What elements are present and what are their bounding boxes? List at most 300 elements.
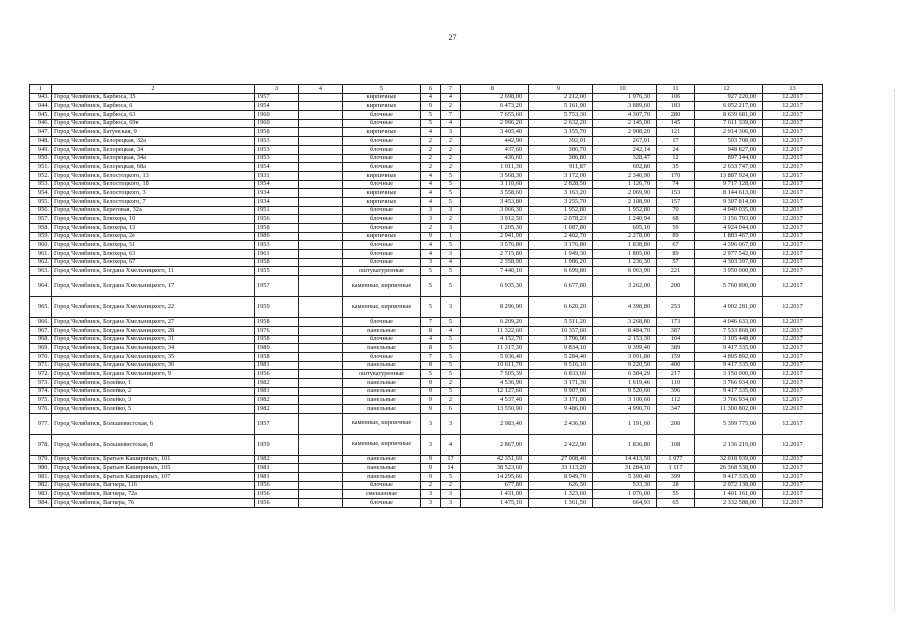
table-cell: 2 436,90 <box>529 413 593 434</box>
table-cell: Город Челябинск, Богдана Хмельницкого, 9 <box>52 370 255 379</box>
table-row <box>30 154 823 163</box>
table-cell: 2 212,00 <box>529 93 593 102</box>
table-row <box>30 180 823 189</box>
table-row <box>30 258 823 267</box>
table-cell: 5 <box>441 335 461 344</box>
table-cell: 2 402,70 <box>529 232 593 241</box>
table-cell: 1 126,70 <box>593 180 657 189</box>
table-cell: 1 011,30 <box>461 163 529 172</box>
table-cell: Город Челябинск, Братьев Кашириных, 101 <box>52 455 255 464</box>
table-cell <box>299 434 343 455</box>
table-cell: 8 <box>421 361 441 370</box>
table-cell: 4 <box>421 335 441 344</box>
table-cell: 1934 <box>255 197 299 206</box>
table-cell: 2 <box>441 378 461 387</box>
table-cell: Город Челябинск, Вагнера, 116 <box>52 481 255 490</box>
table-cell: 3 453,80 <box>461 197 529 206</box>
table-row <box>30 378 823 387</box>
table-cell: 4 990,70 <box>593 405 657 414</box>
table-row <box>30 189 823 198</box>
table-cell: 1953 <box>255 241 299 250</box>
table-cell: 5 <box>421 370 441 379</box>
table-cell: блочные <box>343 481 421 490</box>
table-cell: 145 <box>657 119 695 128</box>
table-cell: 74 <box>657 180 695 189</box>
table-cell: 2 <box>421 163 441 172</box>
table-cell: 392,01 <box>529 137 593 146</box>
table-cell: оштукатуренные <box>343 370 421 379</box>
table-cell: 387 <box>657 326 695 335</box>
table-row <box>30 352 823 361</box>
column-number-cell: 12 <box>695 85 763 94</box>
table-cell: каменные, кирпичные <box>343 276 421 297</box>
table-cell: 12.2017 <box>763 171 823 180</box>
table-cell: 1958 <box>255 224 299 233</box>
table-cell: 436,60 <box>461 154 529 163</box>
table-cell: 12.2017 <box>763 499 823 508</box>
table-cell: 267,01 <box>593 137 657 146</box>
table-cell <box>299 490 343 499</box>
table-cell <box>299 396 343 405</box>
table-cell: 4 <box>441 119 461 128</box>
table-cell: 2 <box>441 481 461 490</box>
table-cell: 1982 <box>255 396 299 405</box>
table-cell: 1 <box>441 232 461 241</box>
table-row <box>30 413 823 434</box>
table-row <box>30 297 823 318</box>
table-cell: 1958 <box>255 352 299 361</box>
table-cell: Город Челябинск, Богдана Хмельницкого, 35 <box>52 352 255 361</box>
table-row <box>30 499 823 508</box>
table-cell: 2 <box>441 137 461 146</box>
table-cell: Город Челябинск, Богдана Хмельницкого, 22 <box>52 297 255 318</box>
table-cell: 2 715,80 <box>461 250 529 259</box>
table-cell: 3 <box>441 250 461 259</box>
table-cell: 1 949,30 <box>529 250 593 259</box>
table-cell: блочные <box>343 224 421 233</box>
table-cell: 602,80 <box>593 163 657 172</box>
table-cell: блочные <box>343 250 421 259</box>
table-cell: 533,30 <box>593 481 657 490</box>
table-cell: Город Челябинск, Блюхера, 13 <box>52 224 255 233</box>
table-cell: Город Челябинск, Белостоцкого, 18 <box>52 180 255 189</box>
table-cell <box>299 481 343 490</box>
table-cell: каменные, кирпичные <box>343 434 421 455</box>
table-cell: 5 390,40 <box>593 473 657 482</box>
table-cell: 3 912,50 <box>461 215 529 224</box>
table-cell: 10 611,70 <box>461 361 529 370</box>
table-cell: панельные <box>343 464 421 473</box>
table-cell: 12.2017 <box>763 335 823 344</box>
table-cell: 3 <box>441 224 461 233</box>
table-cell: 3 <box>441 490 461 499</box>
table-cell: 8 639 681,00 <box>695 111 763 120</box>
table-cell: 9 417 335,00 <box>695 473 763 482</box>
table-cell: 108 <box>657 434 695 455</box>
table-cell: 26 368 538,00 <box>695 464 763 473</box>
table-cell: Город Челябинск, Богдана Хмельницкого, 17 <box>52 276 255 297</box>
table-cell: 12.2017 <box>763 490 823 499</box>
table-cell: 6 473,20 <box>461 102 529 111</box>
table-cell <box>299 455 343 464</box>
table-cell: 1959 <box>255 434 299 455</box>
table-cell: 55 <box>657 490 695 499</box>
table-cell: 6 935,30 <box>461 276 529 297</box>
table-cell: 2 145,00 <box>593 119 657 128</box>
table-cell: Город Челябинск, Белорецкая, 34 <box>52 145 255 154</box>
table-cell: 3 <box>421 215 441 224</box>
table-cell <box>299 206 343 215</box>
table-cell: 974. <box>30 387 52 396</box>
table-cell <box>299 413 343 434</box>
table-cell: 27 008,40 <box>529 455 593 464</box>
table-cell: 952. <box>30 171 52 180</box>
table-cell: 400 <box>657 361 695 370</box>
table-cell: 1958 <box>255 258 299 267</box>
table-cell: 12.2017 <box>763 163 823 172</box>
table-cell: панельные <box>343 405 421 414</box>
table-cell: 8 144 613,00 <box>695 189 763 198</box>
table-cell <box>299 215 343 224</box>
table-cell: 4 002 281,00 <box>695 297 763 318</box>
table-cell: 7 440,10 <box>461 267 529 276</box>
table-cell: 9 <box>421 396 441 405</box>
table-cell: 200 <box>657 276 695 297</box>
table-cell: 6 699,80 <box>529 267 593 276</box>
table-cell: 217 <box>657 370 695 379</box>
table-cell: 4 396 067,00 <box>695 241 763 250</box>
table-cell <box>299 297 343 318</box>
table-cell: 4 924 044,00 <box>695 224 763 233</box>
table-cell: 945. <box>30 111 52 120</box>
table-cell: 2 <box>421 154 441 163</box>
table-cell: 67 <box>657 241 695 250</box>
table-cell: 8 484,70 <box>593 326 657 335</box>
table-cell: 973. <box>30 378 52 387</box>
table-cell: 1956 <box>255 370 299 379</box>
table-cell: 5 <box>421 119 441 128</box>
table-cell <box>299 232 343 241</box>
table-cell: 964. <box>30 276 52 297</box>
table-cell: 4 046 633,00 <box>695 318 763 327</box>
table-cell: 2 698,00 <box>461 93 529 102</box>
table-cell: 2 <box>421 481 441 490</box>
table-cell: 1982 <box>255 378 299 387</box>
table-cell: кирпичные <box>343 93 421 102</box>
table-cell: панельные <box>343 473 421 482</box>
table-cell: 253 <box>657 297 695 318</box>
table-cell: 5 <box>421 267 441 276</box>
table-cell: 12.2017 <box>763 473 823 482</box>
table-cell: 1931 <box>255 171 299 180</box>
table-cell: 8 <box>421 326 441 335</box>
table-cell: 1958 <box>255 318 299 327</box>
table-cell: 1958 <box>255 335 299 344</box>
table-cell: Город Челябинск, Болейко, 2 <box>52 387 255 396</box>
table-row <box>30 111 823 120</box>
table-cell: 979. <box>30 455 52 464</box>
table-cell: 1 323,60 <box>529 490 593 499</box>
table-cell: 7 505,39 <box>461 370 529 379</box>
table-cell: 1986 <box>255 232 299 241</box>
table-cell: 965. <box>30 297 52 318</box>
table-cell: блочные <box>343 154 421 163</box>
table-cell: 2 972 138,00 <box>695 481 763 490</box>
table-cell <box>299 258 343 267</box>
table-cell: 946. <box>30 119 52 128</box>
table-cell: 2 <box>441 215 461 224</box>
table-cell: Город Челябинск, Белорецкая, 32а <box>52 137 255 146</box>
table-cell: 106 <box>657 93 695 102</box>
table-cell: блочные <box>343 163 421 172</box>
table-cell: Город Челябинск, Богдана Хмельницкого, 11 <box>52 267 255 276</box>
table-cell: 972. <box>30 370 52 379</box>
table-cell: 1954 <box>255 163 299 172</box>
table-cell: 121 <box>657 128 695 137</box>
table-cell: 5 <box>441 180 461 189</box>
table-cell: 12.2017 <box>763 197 823 206</box>
table-cell <box>299 119 343 128</box>
table-cell: 984. <box>30 499 52 508</box>
table-cell: 9 <box>421 102 441 111</box>
table-cell: 12.2017 <box>763 387 823 396</box>
table-cell: 6 052 217,00 <box>695 102 763 111</box>
table-cell: 2 108,90 <box>593 197 657 206</box>
table-cell: 2 633 747,00 <box>695 163 763 172</box>
table-cell: 982. <box>30 481 52 490</box>
table-cell: 2 977 542,00 <box>695 250 763 259</box>
table-cell: 1958 <box>255 128 299 137</box>
table-cell: 626,50 <box>529 481 593 490</box>
table-cell: 7 <box>441 111 461 120</box>
table-cell: кирпичные <box>343 102 421 111</box>
table-cell: 4 398,80 <box>593 297 657 318</box>
table-cell: 399 <box>657 473 695 482</box>
table-cell: 1 838,80 <box>593 241 657 250</box>
table-cell: 4 <box>421 180 441 189</box>
table-cell: 159 <box>657 352 695 361</box>
table-row <box>30 490 823 499</box>
table-row <box>30 224 823 233</box>
column-number-cell: 11 <box>657 85 695 94</box>
table-cell: Город Челябинск, Белорецкая, 34а <box>52 154 255 163</box>
table-cell: 24 <box>657 145 695 154</box>
table-cell: 3 100,60 <box>593 396 657 405</box>
table-cell <box>299 128 343 137</box>
table-cell: 2 278,00 <box>593 232 657 241</box>
table-row <box>30 326 823 335</box>
table-cell: 956. <box>30 206 52 215</box>
table-cell: 12.2017 <box>763 405 823 414</box>
table-cell: 3 150 000,00 <box>695 370 763 379</box>
table-cell: 4 <box>441 434 461 455</box>
table-cell: 1961 <box>255 250 299 259</box>
table-cell: кирпичные <box>343 189 421 198</box>
table-cell <box>299 499 343 508</box>
table-cell: 695,10 <box>593 224 657 233</box>
table-row <box>30 128 823 137</box>
table-cell: 242,14 <box>593 145 657 154</box>
table-cell: панельные <box>343 387 421 396</box>
table-cell: 1957 <box>255 413 299 434</box>
table-cell: 4 307,70 <box>593 111 657 120</box>
table-cell: 4 049 035,00 <box>695 206 763 215</box>
table-cell: 944. <box>30 102 52 111</box>
table-row <box>30 405 823 414</box>
table-cell: 7 655,60 <box>461 111 529 120</box>
table-cell: блочные <box>343 352 421 361</box>
table-row <box>30 241 823 250</box>
table-cell: 12.2017 <box>763 232 823 241</box>
table-cell: 280 <box>657 111 695 120</box>
page-number: 27 <box>448 33 457 42</box>
table-cell: 5 161,90 <box>529 102 593 111</box>
table-cell: Город Челябинск, Береговая, 32а <box>52 206 255 215</box>
table-cell: 5 <box>421 297 441 318</box>
table-row <box>30 119 823 128</box>
scan-edge-artifact <box>894 90 899 610</box>
table-cell: 12.2017 <box>763 267 823 276</box>
table-cell: 2 <box>441 163 461 172</box>
table-cell: 12.2017 <box>763 326 823 335</box>
table-cell: 1976 <box>255 326 299 335</box>
table-cell: 9 <box>421 473 441 482</box>
table-cell: 3 <box>421 258 441 267</box>
table-cell: 2 996,20 <box>461 119 529 128</box>
table-cell: 950. <box>30 154 52 163</box>
table-cell: 65 <box>657 499 695 508</box>
table-row <box>30 215 823 224</box>
table-cell: 1 240,94 <box>593 215 657 224</box>
table-cell: 3 <box>421 434 441 455</box>
table-cell: 5 760 890,00 <box>695 276 763 297</box>
table-cell: 3 405,40 <box>461 128 529 137</box>
table-cell: 89 <box>657 232 695 241</box>
table-row <box>30 335 823 344</box>
table-cell: 3 110,60 <box>461 180 529 189</box>
table-cell: 1956 <box>255 490 299 499</box>
table-cell: 3 268,80 <box>593 318 657 327</box>
table-cell: 347 <box>657 405 695 414</box>
table-cell: 4 <box>441 258 461 267</box>
table-cell: 2 <box>421 224 441 233</box>
table-cell: 1 361,50 <box>529 499 593 508</box>
table-cell: 977. <box>30 413 52 434</box>
table-cell: смешанные <box>343 490 421 499</box>
table-cell: 12.2017 <box>763 352 823 361</box>
table-cell: 9 417 335,00 <box>695 387 763 396</box>
table-cell: 966. <box>30 318 52 327</box>
table-cell: 2 078,23 <box>529 215 593 224</box>
table-cell: 12.2017 <box>763 344 823 353</box>
table-cell <box>299 318 343 327</box>
table-cell: 4 <box>421 197 441 206</box>
table-cell: 677,80 <box>461 481 529 490</box>
table-cell: 14 <box>441 464 461 473</box>
table-cell: 12.2017 <box>763 154 823 163</box>
table-cell <box>299 171 343 180</box>
table-cell: 12.2017 <box>763 434 823 455</box>
table-cell: 9 <box>421 378 441 387</box>
table-cell: 1 952,80 <box>529 206 593 215</box>
table-cell: 2 <box>441 102 461 111</box>
table-cell: 968. <box>30 335 52 344</box>
table-cell: Город Челябинск, Блюхера, 63 <box>52 250 255 259</box>
table-cell: блочные <box>343 119 421 128</box>
table-cell: 1934 <box>255 189 299 198</box>
table-cell: Город Челябинск, Барбюса, 69в <box>52 119 255 128</box>
table-cell: кирпичные <box>343 128 421 137</box>
table-cell: Город Челябинск, Богдана Хмельницкого, 28 <box>52 326 255 335</box>
table-cell: 9 <box>421 464 441 473</box>
table-cell <box>299 473 343 482</box>
column-number-cell: 3 <box>255 85 299 94</box>
table-cell: 9 834,10 <box>529 344 593 353</box>
table-cell: 1982 <box>255 455 299 464</box>
table-cell: блочные <box>343 206 421 215</box>
table-cell <box>299 387 343 396</box>
table-cell: 5 <box>441 318 461 327</box>
table-cell: 3 171,80 <box>529 396 593 405</box>
table-cell: 3 <box>441 499 461 508</box>
table-cell: 664,93 <box>593 499 657 508</box>
table-cell: 12.2017 <box>763 250 823 259</box>
table-cell: Город Челябинск, Богдана Хмельницкого, 34 <box>52 344 255 353</box>
table-cell: 3 <box>441 413 461 434</box>
table-cell: 8 949,70 <box>529 473 593 482</box>
table-row <box>30 250 823 259</box>
table-cell: 2 828,50 <box>529 180 593 189</box>
table-cell: 1982 <box>255 405 299 414</box>
column-number-cell: 2 <box>52 85 255 94</box>
table-cell: 3 <box>421 413 441 434</box>
table-cell: 2 358,90 <box>461 258 529 267</box>
table-cell: Город Челябинск, Братьев Кашириных, 105 <box>52 464 255 473</box>
table-cell: блочные <box>343 241 421 250</box>
table-cell: 960. <box>30 241 52 250</box>
table-cell: 386,70 <box>529 145 593 154</box>
table-cell <box>299 378 343 387</box>
table-cell: 963. <box>30 267 52 276</box>
table-cell: 1 401 161,00 <box>695 490 763 499</box>
table-cell: 5 <box>441 197 461 206</box>
table-cell: 4 <box>421 171 441 180</box>
table-cell: 1 475,10 <box>461 499 529 508</box>
table-cell: 10 357,60 <box>529 326 593 335</box>
table-cell: 437,60 <box>461 145 529 154</box>
table-cell: 2 069,90 <box>593 189 657 198</box>
table-cell: 7 611 339,00 <box>695 119 763 128</box>
table-cell: 13 887 924,00 <box>695 171 763 180</box>
table-row <box>30 232 823 241</box>
housing-registry-table <box>29 84 823 508</box>
table-row <box>30 93 823 102</box>
table-cell: 4 537,40 <box>461 396 529 405</box>
table-cell <box>299 370 343 379</box>
table-cell: 6 677,80 <box>529 276 593 297</box>
table-cell <box>299 102 343 111</box>
table-cell: 1956 <box>255 481 299 490</box>
table-cell: 5 <box>441 361 461 370</box>
table-cell: Город Челябинск, Большевистская, 6 <box>52 413 255 434</box>
table-cell: 12.2017 <box>763 464 823 473</box>
table-cell: 1 117 <box>657 464 695 473</box>
table-cell: 170 <box>657 171 695 180</box>
table-cell: 9 220,50 <box>593 361 657 370</box>
table-cell: панельные <box>343 326 421 335</box>
table-cell: 3 558,60 <box>461 189 529 198</box>
table-cell: 9 399,40 <box>593 344 657 353</box>
